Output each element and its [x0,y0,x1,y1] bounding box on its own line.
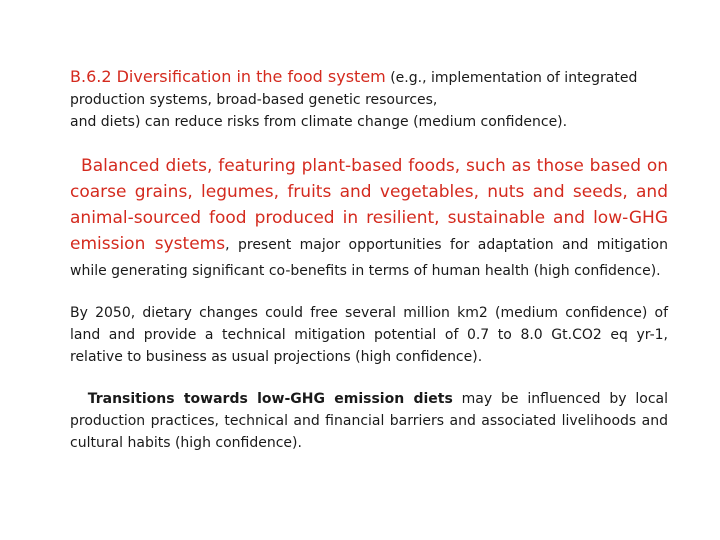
dietary-changes-paragraph: By 2050, dietary changes could free several million km2 (medium confidence) of land and provide a technical mitigation potential of 0.7 to 8.0 Gt.CO2 eq yr-1, relative to business as usual projections (high confidence). [70,305,668,365]
section-b62-paragraph [70,66,668,133]
transitions-paragraph [70,388,668,454]
slide-content [70,66,668,454]
transitions-rest: may be influenced by local production practices, technical and financial barriers and associated livelihoods and cultural habits (high confidence). [70,391,669,451]
balanced-diets-continuation: , present major opportunities for adaptation and mitigation while generating significant co-benefits in terms of human health (high confidence). [70,237,668,279]
section-b62-heading: B.6.2 Diversification in the food system [70,67,386,86]
transitions-bold: Transitions towards low-GHG emission diets [87,391,453,407]
balanced-diets-paragraph [70,153,668,282]
section-b62-body-line2: and diets) can reduce risks from climate change (medium confidence). [70,114,568,130]
section-b62-body-line1: (e.g., implementation of integrated production systems, broad-based genetic resources, [70,70,638,108]
balanced-diets-highlight: Balanced diets, featuring plant-based foods, such as those based on coarse grains, legumes, fruits and vegetables, nuts and seeds, and animal-sourced food produced in resilient, sustainable and low-GHG emission systems [70,156,668,254]
